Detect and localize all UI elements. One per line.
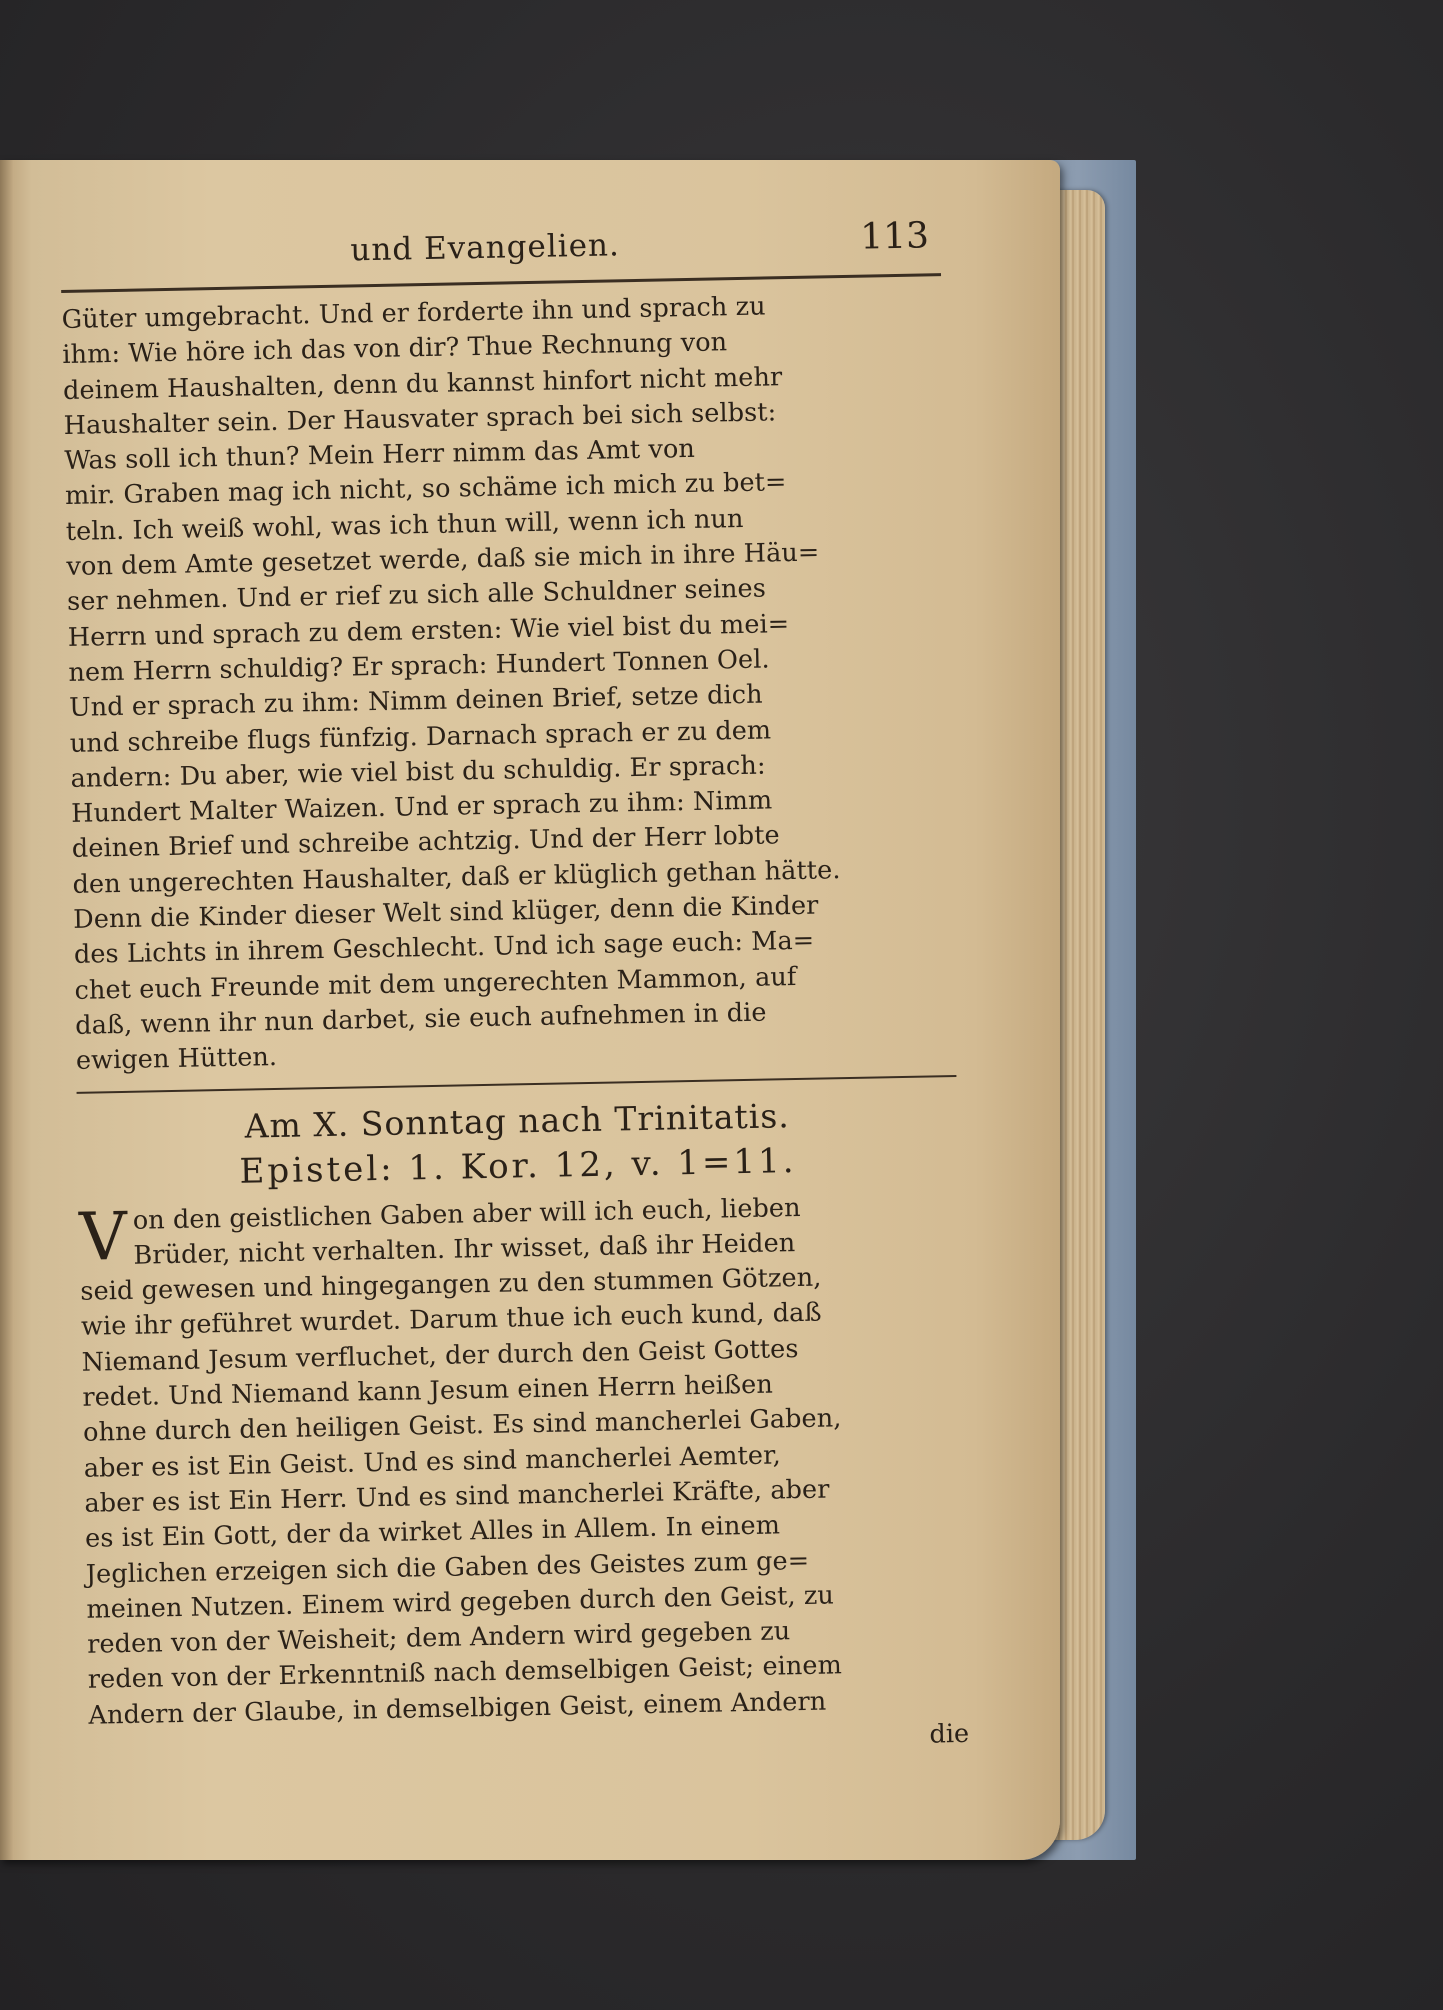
section-heading: Am X. Sonntag nach Trinitatis. — [244, 1095, 791, 1146]
text-line: es ist Ein Gott, der da wirket Alles in Allem. In einem — [84, 1510, 781, 1554]
text-line: Güter umgebracht. Und er forderte ihn und sprach zu — [61, 291, 766, 335]
text-line: von dem Amte gesetzet werde, daß sie mich in ihre Häu= — [66, 537, 820, 583]
text-line: Brüder, nicht verhalten. Ihr wisset, daß ihr Heiden — [133, 1227, 796, 1271]
running-head-title: und Evangelien. — [350, 227, 621, 269]
text-line: teln. Ich weiß wohl, was ich thun will, wenn ich nun — [65, 503, 744, 547]
text-line: Denn die Kinder dieser Welt sind klüger, denn die Kinder — [72, 890, 819, 935]
text-line: deinen Brief und schreibe achtzig. Und der Herr lobte — [71, 820, 781, 865]
catchword: die — [929, 1718, 970, 1750]
text-line: Niemand Jesum verfluchet, der durch den Geist Gottes — [81, 1333, 799, 1378]
book-page — [0, 160, 1060, 1860]
text-line: meinen Nutzen. Einem wird gegeben durch den Geist, zu — [86, 1580, 835, 1625]
text-line: aber es ist Ein Herr. Und es sind mancherlei Kräfte, aber — [84, 1474, 830, 1519]
text-line: reden von der Erkenntniß nach demselbigen Geist; einem — [87, 1650, 843, 1696]
drop-cap-initial: V — [78, 1197, 128, 1276]
text-line: nem Herrn schuldig? Er sprach: Hundert Tonnen Oel. — [68, 644, 770, 688]
text-line: Andern der Glaube, in demselbigen Geist, einem Andern — [88, 1686, 827, 1731]
text-line: Hundert Malter Waizen. Und er sprach zu ihm: Nimm — [70, 785, 773, 830]
text-line: des Lichts in ihrem Geschlecht. Und ich sage euch: Ma= — [73, 925, 815, 971]
text-line: Und er sprach zu ihm: Nimm deinen Brief, setze dich — [68, 679, 763, 724]
text-line: deinem Haushalten, denn du kannst hinfort nicht mehr — [62, 361, 783, 406]
text-line: chet euch Freunde mit dem ungerechten Mammon, auf — [74, 961, 797, 1006]
page-number: 113 — [859, 215, 930, 258]
text-line: ewigen Hütten. — [75, 1042, 278, 1077]
text-line: mir. Graben mag ich nicht, so schäme ich mich zu bet= — [64, 467, 787, 512]
text-line: daß, wenn ihr nun darbet, sie euch aufnehmen in die — [74, 997, 767, 1041]
text-line: andern: Du aber, wie viel bist du schuldig. Er sprach: — [70, 750, 766, 794]
text-line: Was soll ich thun? Mein Herr nimm das Amt von — [64, 434, 696, 477]
text-line: reden von der Weisheit; dem Andern wird gegeben zu — [86, 1616, 791, 1660]
passage-one — [61, 286, 956, 1079]
text-line: und schreibe flugs fünfzig. Darnach sprach er zu dem — [69, 715, 772, 759]
text-line: redet. Und Niemand kann Jesum einen Herrn heißen — [82, 1369, 774, 1413]
text-line: wie ihr geführet wurdet. Darum thue ich euch kund, daß — [80, 1298, 822, 1343]
text-line: Herrn und sprach zu dem ersten: Wie viel bist du mei= — [67, 608, 790, 653]
text-line: Haushalter sein. Der Hausvater sprach bei sich selbst: — [63, 397, 777, 441]
text-line: ihm: Wie höre ich das von dir? Thue Rechnung von — [62, 327, 728, 371]
text-line: den ungerechten Haushalter, daß er klüglich gethan hätte. — [72, 854, 841, 900]
text-line: seid gewesen und hingegangen zu den stummen Götzen, — [80, 1262, 822, 1307]
text-line: ohne durch den heiligen Geist. Es sind mancherlei Gaben, — [82, 1403, 842, 1449]
section-subheading: Epistel: 1. Kor. 12, v. 1=11. — [239, 1140, 797, 1192]
page-text-block — [60, 213, 969, 1768]
section-rule — [77, 1074, 957, 1093]
passage-two — [79, 1187, 969, 1733]
text-line: aber es ist Ein Geist. Und es sind mancherlei Aemter, — [83, 1440, 782, 1484]
text-line: ser nehmen. Und er rief zu sich alle Schuldner seines — [66, 573, 767, 618]
text-line: on den geistlichen Gaben aber will ich euch, lieben — [132, 1192, 801, 1236]
text-line: Jeglichen erzeigen sich die Gaben des Geistes zum ge= — [85, 1545, 810, 1590]
